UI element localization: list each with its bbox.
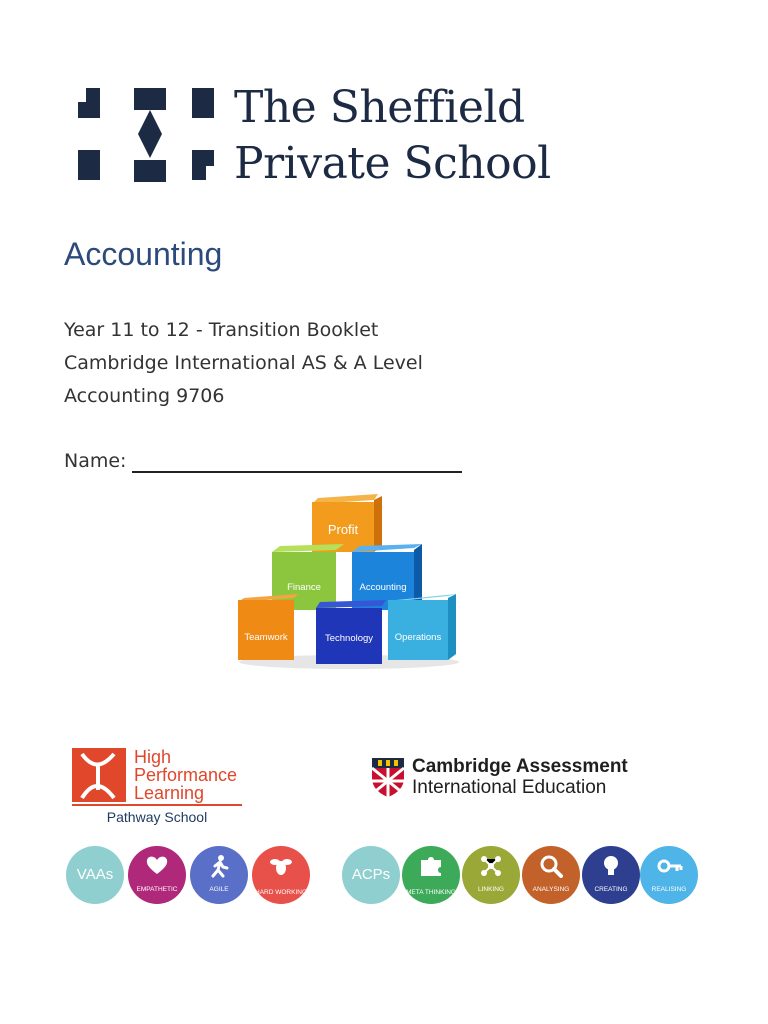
puzzle-icon — [419, 854, 443, 878]
creating-label: CREATING — [594, 886, 628, 893]
meta-thinking-label: META THINKING — [406, 889, 456, 896]
info-line-1: Year 11 to 12 - Transition Booklet — [64, 319, 379, 341]
cube-label-teamwork: Teamwork — [244, 632, 288, 643]
agile-label: AGILE — [209, 886, 229, 893]
name-field-row — [64, 450, 462, 473]
school-name-line2: Private School — [234, 138, 551, 189]
creating-badge — [582, 846, 640, 904]
cube-technology — [316, 600, 386, 664]
hard-working-label: HARD WORKING — [255, 889, 307, 896]
cube-label-technology: Technology — [324, 633, 374, 644]
meta-thinking-badge — [402, 846, 460, 904]
info-line-3: Accounting 9706 — [64, 385, 225, 407]
cube-operations — [388, 594, 456, 660]
name-label: Name: — [64, 450, 127, 472]
hpl-line1: High — [134, 747, 172, 767]
acps-title: ACPs — [351, 866, 391, 883]
realising-badge — [640, 846, 698, 904]
linking-badge — [462, 846, 520, 904]
hpl-line3: Learning — [134, 783, 205, 803]
analysing-label: ANALYSING — [532, 886, 570, 893]
network-icon — [479, 854, 503, 878]
runner-icon — [207, 854, 231, 878]
cube-label-operations: Operations — [394, 632, 442, 643]
hpl-line2: Performance — [134, 765, 238, 785]
empathetic-badge — [128, 846, 186, 904]
agile-badge — [190, 846, 248, 904]
cambridge-line1: Cambridge Assessment — [412, 756, 628, 777]
cambridge-shield-icon — [370, 756, 406, 798]
accounting-cubes-illustration — [236, 494, 462, 670]
hard-working-badge — [252, 846, 310, 904]
empathetic-label: EMPATHETIC — [136, 886, 178, 893]
linking-label: LINKING — [477, 886, 504, 893]
analysing-badge — [522, 846, 580, 904]
page-title: Accounting — [64, 236, 223, 272]
school-name-line1: The Sheffield — [234, 82, 525, 133]
bee-icon — [269, 854, 293, 878]
cube-profit — [312, 494, 382, 552]
name-blank-line[interactable] — [132, 451, 462, 473]
cube-label-finance: Finance — [287, 582, 321, 593]
school-crest-icon — [78, 88, 214, 182]
heart-icon — [145, 854, 169, 876]
magnifier-icon — [539, 854, 563, 878]
cube-label-accounting: Accounting — [359, 582, 407, 593]
vaas-title: VAAs — [76, 866, 114, 883]
hpl-text — [134, 748, 237, 802]
realising-label: REALISING — [651, 886, 687, 893]
hpl-divider — [72, 804, 242, 806]
key-icon — [657, 854, 683, 878]
acps-badge — [342, 846, 400, 904]
booklet-info — [64, 314, 423, 413]
hpl-pathway-school: Pathway School — [106, 809, 208, 825]
school-name — [234, 80, 551, 192]
cube-teamwork — [238, 594, 298, 660]
cambridge-text — [412, 756, 628, 798]
vaas-badge — [66, 846, 124, 904]
info-line-2: Cambridge International AS & A Level — [64, 352, 423, 374]
cube-label-profit: Profit — [327, 522, 359, 537]
lightbulb-icon — [599, 854, 623, 878]
cambridge-line2: International Education — [412, 777, 607, 798]
